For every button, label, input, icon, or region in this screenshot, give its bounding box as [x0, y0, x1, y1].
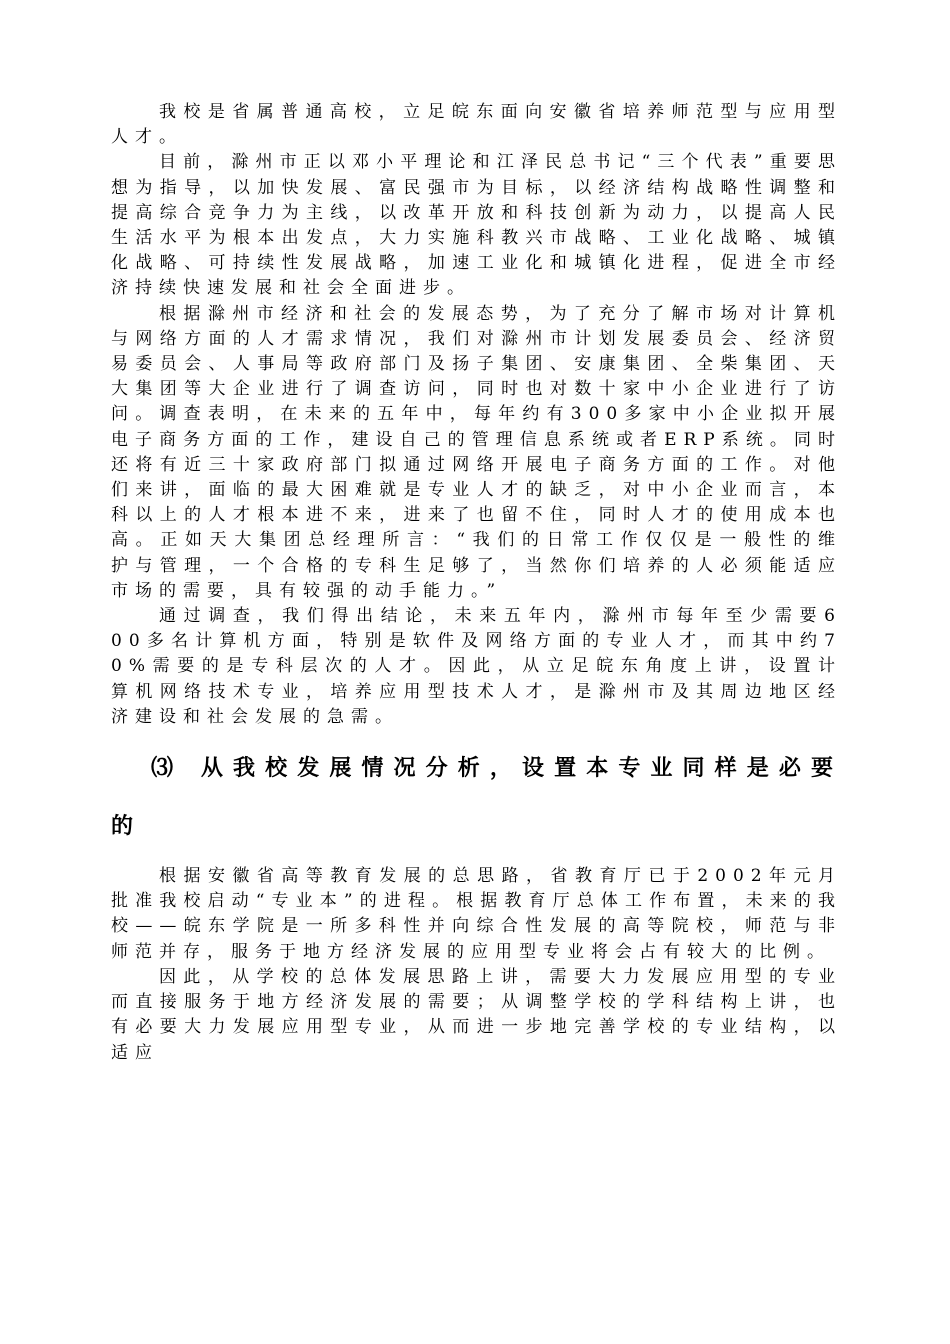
- section-heading: ⑶ 从我校发展情况分析，设置本专业同样是必要的: [111, 756, 842, 840]
- document-body: [111, 100, 842, 1066]
- paragraph-provincial-plan: 根据安徽省高等教育发展的总思路，省教育厅已于2002年元月批准我校启动“专业本”的进程。根据教育厅总体工作布置，未来的我校——皖东学院是一所多科性并向综合性发展的高等院校，师范与非师范并存，服务于地方经济发展的应用型专业将会占有较大的比例。: [111, 866, 842, 962]
- paragraph-development-need: 因此，从学校的总体发展思路上讲，需要大力发展应用型的专业而直接服务于地方经济发展的需要；从调整学校的学科结构上讲，也有必要大力发展应用型专业，从而进一步地完善学校的专业结构，以适应: [111, 966, 842, 1063]
- paragraph-market-survey: 根据滁州市经济和社会的发展态势，为了充分了解市场对计算机与网络方面的人才需求情况，我们对滁州市计划发展委员会、经济贸易委员会、人事局等政府部门及扬子集团、安康集团、全柴集团、天大集团等大企业进行了调查访问，同时也对数十家中小企业进行了访问。调查表明，在未来的五年中，每年约有300多家中小企业拟开展电子商务方面的工作，建设自己的管理信息系统或者ERP系统。同时还将有近三十家政府部门拟通过网络开展电子商务方面的工作。对他们来讲，面临的最大困难就是专业人才的缺乏，对中小企业而言，本科以上的人才根本进不来，进来了也留不住，同时人才的使用成本也高。正如天大集团总经理所言：“我们的日常工作仅仅是一般性的维护与管理，一个合格的专科生足够了，当然你们培养的人必须能适应市场的需要，具有较强的动手能力。”: [111, 303, 842, 601]
- paragraph-chuzhou-strategy: 目前，滁州市正以邓小平理论和江泽民总书记“三个代表”重要思想为指导，以加快发展、富民强市为目标，以经济结构战略性调整和提高综合竞争力为主线，以改革开放和科技创新为动力，以提高人民生活水平为根本出发点，大力实施科教兴市战略、工业化战略、城镇化战略、可持续性发展战略，加速工业化和城镇化进程，促进全市经济持续快速发展和社会全面进步。: [111, 152, 842, 299]
- paragraph-school-positioning: 我校是省属普通高校，立足皖东面向安徽省培养师范型与应用型人才。: [111, 102, 842, 148]
- paragraph-survey-conclusion: 通过调查，我们得出结论，未来五年内，滁州市每年至少需要600多名计算机方面，特别是软件及网络方面的专业人才，而其中约70%需要的是专科层次的人才。因此，从立足皖东角度上讲，设置计算机网络技术专业，培养应用型技术人才，是滁州市及其周边地区经济建设和社会发展的急需。: [111, 606, 842, 727]
